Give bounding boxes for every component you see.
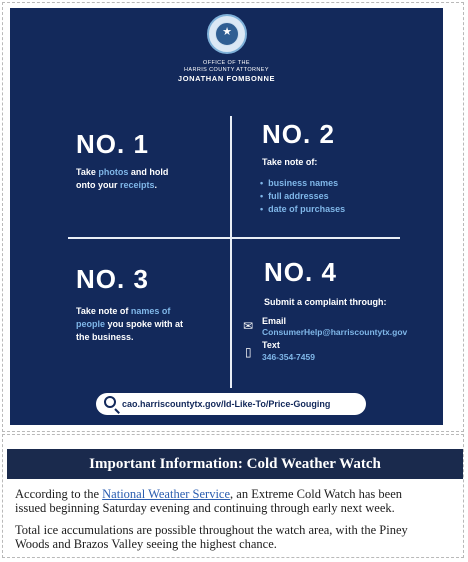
step-1-text: Take photos and hold onto your receipts.	[76, 167, 169, 190]
website-url[interactable]: cao.harriscountytx.gov/Id-Like-To/Price-Gouging	[122, 399, 331, 409]
list-item: • business names	[260, 177, 345, 190]
step-4-heading: NO. 4	[264, 257, 337, 287]
phone-icon: ▯	[245, 345, 252, 359]
step-3-text: Take note of names of people you spoke with at the business.	[76, 306, 184, 342]
envelope-icon: ✉	[243, 319, 254, 333]
step-3-heading: NO. 3	[76, 264, 149, 294]
step-2-heading: NO. 2	[262, 119, 335, 149]
nws-link[interactable]: National Weather Service	[102, 487, 231, 501]
list-item: • date of purchases	[260, 203, 345, 216]
office-label: OFFICE OF THE	[203, 60, 250, 66]
search-icon	[104, 396, 116, 408]
email-label: Email	[262, 316, 287, 326]
text-number[interactable]: 346-354-7459	[262, 352, 315, 362]
vertical-divider	[230, 116, 232, 388]
text-label: Text	[262, 340, 280, 350]
step-4-intro: Submit a complaint through:	[264, 297, 387, 307]
price-gouging-poster	[10, 8, 443, 425]
office-name: HARRIS COUNTY ATTORNEY	[184, 67, 269, 73]
paragraph-1: According to the National Weather Service, an Extreme Cold Watch has been issued beginning Saturday evening and continuing through early next week.	[15, 487, 402, 515]
list-item: • full addresses	[260, 190, 345, 203]
step-2-list	[260, 177, 345, 216]
email-address[interactable]: ConsumerHelp@harriscountytx.gov	[262, 327, 408, 337]
attorney-name: JONATHAN FOMBONNE	[177, 74, 276, 83]
horizontal-divider	[68, 237, 400, 239]
step-1-heading: NO. 1	[76, 129, 149, 159]
seal-star-icon: ★	[222, 25, 232, 38]
section-heading: Important Information: Cold Weather Watch	[7, 449, 463, 479]
step-2-intro: Take note of:	[262, 157, 318, 167]
seal-center	[215, 22, 239, 46]
paragraph-2: Total ice accumulations are possible throughout the watch area, with the Piney Woods and Brazos Valley seeing the highest chance.	[15, 523, 408, 551]
website-url-pill[interactable]	[96, 393, 366, 415]
county-seal-icon	[207, 14, 247, 54]
